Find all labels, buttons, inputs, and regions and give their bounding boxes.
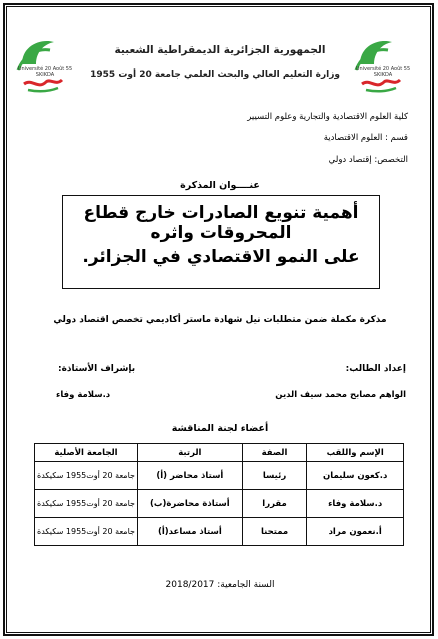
header-rank: الرتبة	[137, 444, 242, 462]
department-name: قسم : العلوم الاقتصادية	[323, 133, 408, 143]
member-rank: أستاذ مساعد(أ)	[137, 518, 242, 546]
committee-title: أعضاء لجنة المناقشة	[171, 423, 269, 434]
table-row	[35, 490, 404, 518]
memo-description: مذكرة مكملة ضمن متطلبات نيل شهادة ماستر أكاديمي تخصص اقتصاد دولي	[53, 315, 387, 325]
thesis-title-line2: على النمو الاقتصادي في الجزائر.	[82, 247, 360, 267]
logo-text-right-2: SKIKDA	[373, 72, 393, 78]
member-university: جامعة 20 أوت1955 سكيكدة	[35, 462, 138, 490]
student-label: إعداد الطالب:	[345, 364, 406, 374]
member-university: جامعة 20 أوت1955 سكيكدة	[35, 490, 138, 518]
thesis-title-line1: أهمية تنويع الصادرات خارج قطاع المحروقات واثره	[83, 203, 359, 243]
specialty-name: التخصص: إقتصاد دولي	[328, 155, 408, 165]
member-name: أ.نعمون مراد	[307, 518, 404, 546]
supervisor-label: بإشراف الأستاذة:	[58, 364, 136, 374]
header-role: الصفة	[242, 444, 307, 462]
logo-text-left-2: SKIKDA	[35, 72, 55, 78]
header-university: الجامعة الأصلية	[35, 444, 138, 462]
academic-year: السنة الجامعية: 2018/2017	[165, 580, 275, 590]
header-name: الإسم واللقب	[307, 444, 404, 462]
table-row	[35, 518, 404, 546]
supervisor-name: د.سلامة وفاء	[56, 390, 111, 400]
logo-text-left-1: Université 20 Août 55	[17, 66, 73, 72]
committee-header-row	[35, 444, 404, 462]
ministry-university-header: وزارة التعليم العالي والبحث العلمي جامعة 20 أوت 1955	[90, 70, 340, 80]
member-rank: أستاذ محاضر (أ)	[137, 462, 242, 490]
logo-text-right-1: Université 20 Août 55	[355, 66, 411, 72]
republic-header: الجمهورية الجزائرية الديمقراطية الشعبية	[114, 44, 326, 56]
member-role: ممتحنا	[242, 518, 307, 546]
university-logo-right	[352, 34, 414, 96]
university-logo-left	[14, 34, 76, 96]
thesis-title-box	[62, 195, 380, 289]
member-role: رئيسا	[242, 462, 307, 490]
table-row	[35, 462, 404, 490]
member-name: د.سلامة وفاء	[307, 490, 404, 518]
member-university: جامعة 20 أوت1955 سكيكدة	[35, 518, 138, 546]
student-name: الواهم مصابح محمد سيف الدين	[275, 390, 406, 400]
memo-heading: عنــــوان المذكرة	[180, 180, 260, 191]
member-role: مقررا	[242, 490, 307, 518]
faculty-name: كلية العلوم الاقتصادية والتجارية وعلوم التسيير	[247, 112, 408, 122]
committee-table	[34, 443, 404, 546]
member-rank: أستاذة محاضرة(ب)	[137, 490, 242, 518]
member-name: د.كعون سليمان	[307, 462, 404, 490]
